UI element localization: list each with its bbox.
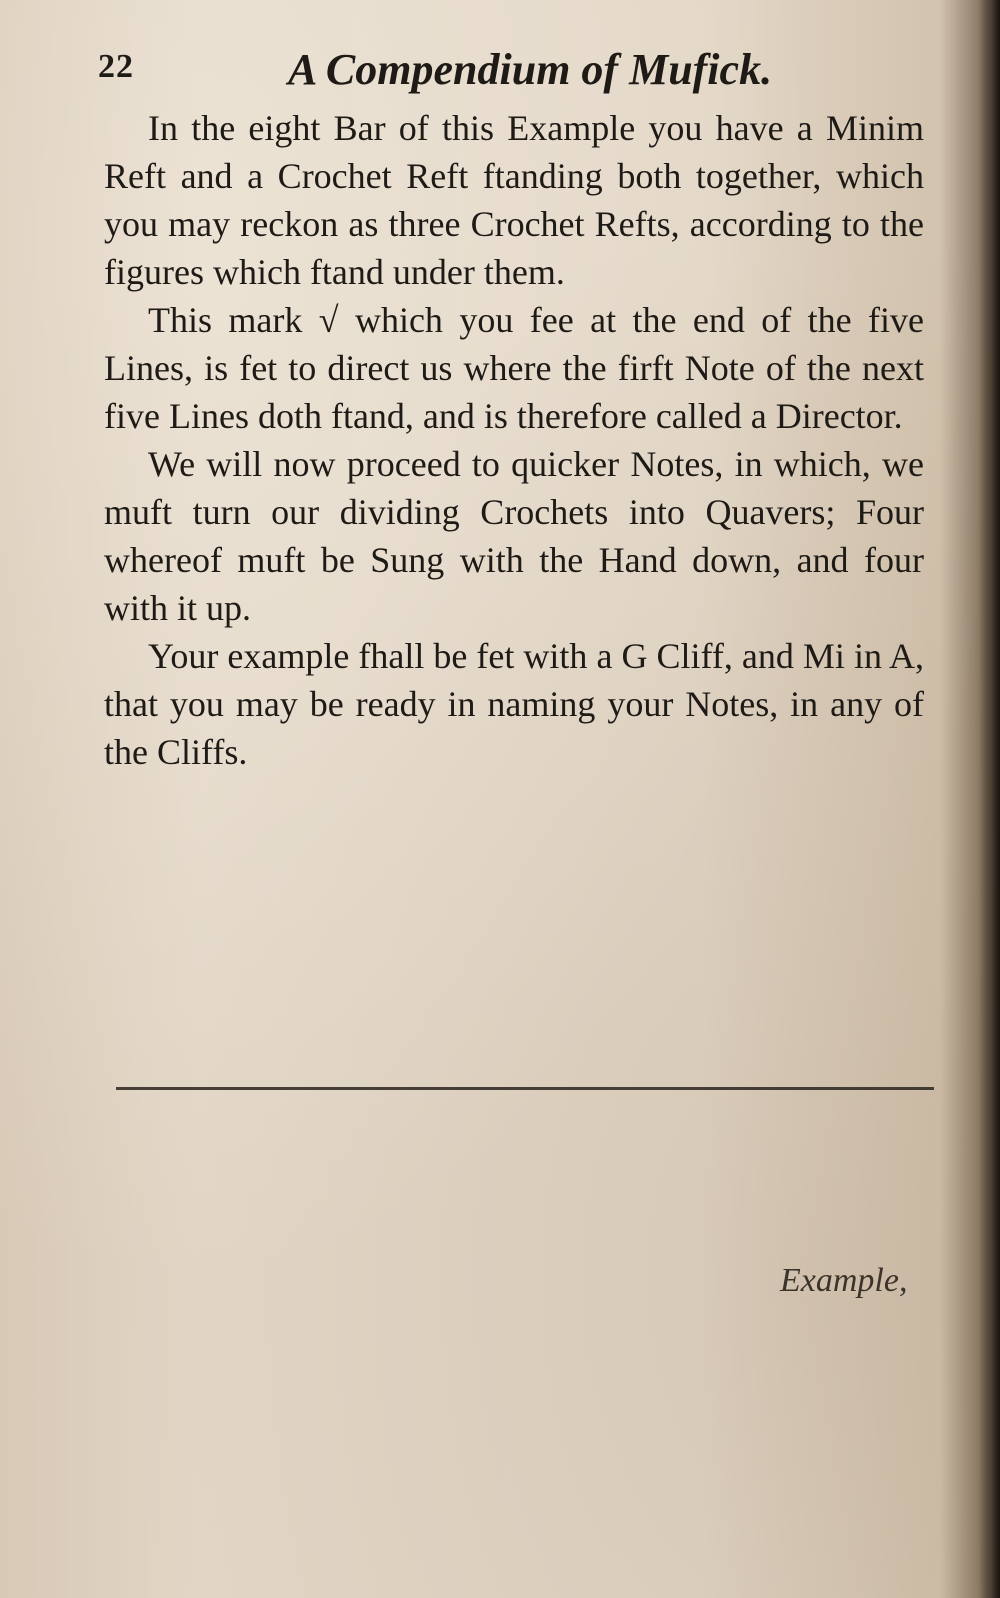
catchword: Example, <box>780 1262 908 1299</box>
body-text <box>104 104 924 776</box>
page-spine-shadow <box>978 0 1000 1598</box>
page-header <box>98 44 818 96</box>
paragraph-g-cliff: Your example fhall be fet with a G Cliff, and Mi in A, that you may be ready in naming your Notes, in any of the Cliffs. <box>104 636 924 772</box>
page-number: 22 <box>98 48 134 85</box>
paragraph-rests: In the eight Bar of this Example you have a Minim Reft and a Crochet Reft ftanding both together, which you may reckon as three Crochet Refts, according to the figures which ftand under them. <box>104 108 924 292</box>
paragraph-quavers: We will now proceed to quicker Notes, in which, we muft turn our dividing Crochets into Quavers; Four whereof muft be Sung with the Hand down, and four with it up. <box>104 444 924 628</box>
horizontal-rule <box>116 1087 934 1090</box>
running-title: A Compendium of Mufick. <box>288 45 773 94</box>
paragraph-director: This mark √ which you fee at the end of the five Lines, is fet to direct us where the firft Note of the next five Lines doth ftand, and is therefore called a Director. <box>104 300 924 436</box>
